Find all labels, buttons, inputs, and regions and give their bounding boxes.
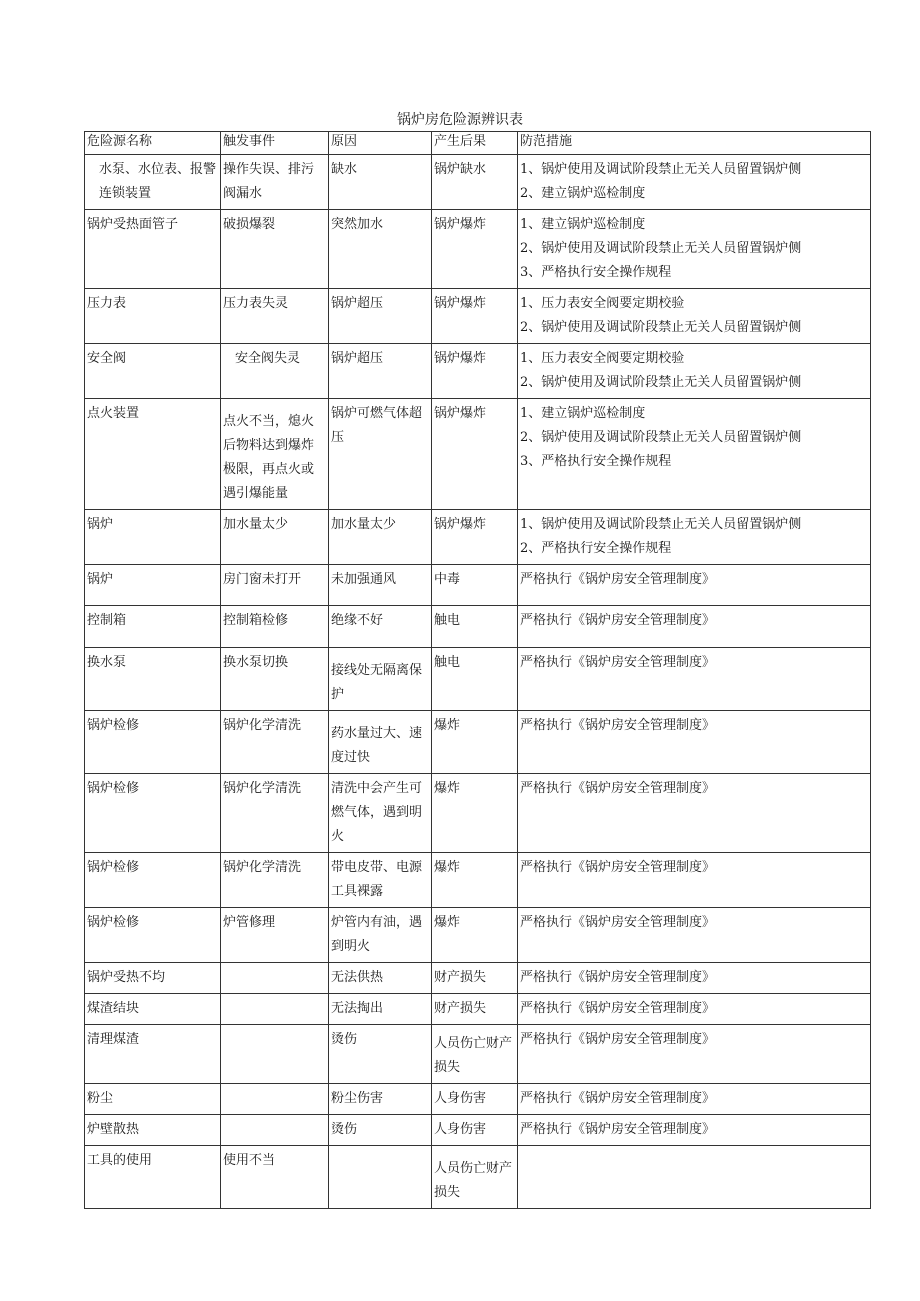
cell-trigger: 压力表失灵 bbox=[221, 289, 329, 344]
cell-name: 锅炉 bbox=[85, 565, 221, 606]
measure-item: 严格执行《锅炉房安全管理制度》 bbox=[520, 1091, 716, 1106]
table-row bbox=[85, 1115, 871, 1146]
table-row bbox=[85, 289, 871, 344]
cell-measures bbox=[518, 908, 871, 963]
cell-result: 中毒 bbox=[432, 565, 518, 606]
table-row bbox=[85, 648, 871, 711]
cell-name: 水泵、水位表、报警连锁装置 bbox=[85, 155, 221, 210]
cell-cause: 带电皮带、电源工具裸露 bbox=[329, 853, 432, 908]
cell-cause: 清洗中会产生可燃气体，遇到明火 bbox=[329, 774, 432, 853]
cell-cause: 缺水 bbox=[329, 155, 432, 210]
cell-name: 工具的使用 bbox=[85, 1146, 221, 1209]
cell-measures bbox=[518, 565, 871, 606]
cell-result: 锅炉爆炸 bbox=[432, 210, 518, 289]
table-row bbox=[85, 1025, 871, 1084]
measure-item: 3、严格执行安全操作规程 bbox=[520, 454, 672, 469]
table-row bbox=[85, 1084, 871, 1115]
cell-cause: 接线处无隔离保护 bbox=[329, 648, 432, 711]
measure-item: 1、建立锅炉巡检制度 bbox=[520, 406, 646, 421]
cell-result: 锅炉爆炸 bbox=[432, 510, 518, 565]
cell-measures bbox=[518, 1084, 871, 1115]
measure-item: 3、严格执行安全操作规程 bbox=[520, 265, 672, 280]
cell-name: 锅炉 bbox=[85, 510, 221, 565]
table-row bbox=[85, 155, 871, 210]
cell-result: 人员伤亡财产损失 bbox=[432, 1025, 518, 1084]
header-result: 产生后果 bbox=[432, 132, 518, 155]
measure-item: 1、建立锅炉巡检制度 bbox=[520, 217, 646, 232]
cell-result: 锅炉爆炸 bbox=[432, 399, 518, 510]
cell-measures bbox=[518, 510, 871, 565]
cell-result: 财产损失 bbox=[432, 963, 518, 994]
measure-item: 严格执行《锅炉房安全管理制度》 bbox=[520, 1122, 716, 1137]
cell-measures bbox=[518, 853, 871, 908]
cell-name: 锅炉检修 bbox=[85, 853, 221, 908]
measure-item: 严格执行《锅炉房安全管理制度》 bbox=[520, 781, 716, 796]
cell-result: 触电 bbox=[432, 606, 518, 648]
header-trigger: 触发事件 bbox=[221, 132, 329, 155]
table-row bbox=[85, 963, 871, 994]
cell-name: 清理煤渣 bbox=[85, 1025, 221, 1084]
cell-cause: 烫伤 bbox=[329, 1025, 432, 1084]
cell-trigger bbox=[221, 1025, 329, 1084]
cell-trigger: 使用不当 bbox=[221, 1146, 329, 1209]
table-header-row bbox=[85, 132, 871, 155]
cell-trigger: 破损爆裂 bbox=[221, 210, 329, 289]
cell-cause: 锅炉超压 bbox=[329, 344, 432, 399]
cell-cause bbox=[329, 1146, 432, 1209]
cell-name: 锅炉受热面管子 bbox=[85, 210, 221, 289]
cell-name: 换水泵 bbox=[85, 648, 221, 711]
cell-trigger: 安全阀失灵 bbox=[221, 344, 329, 399]
cell-result: 人身伤害 bbox=[432, 1084, 518, 1115]
measure-item: 严格执行《锅炉房安全管理制度》 bbox=[520, 613, 716, 628]
page-title: 锅炉房危险源辨识表 bbox=[397, 112, 523, 128]
cell-cause: 未加强通风 bbox=[329, 565, 432, 606]
table-row bbox=[85, 606, 871, 648]
header-cause: 原因 bbox=[329, 132, 432, 155]
cell-result: 锅炉爆炸 bbox=[432, 344, 518, 399]
cell-trigger: 操作失误、排污阀漏水 bbox=[221, 155, 329, 210]
cell-trigger: 换水泵切换 bbox=[221, 648, 329, 711]
cell-name: 煤渣结块 bbox=[85, 994, 221, 1025]
measure-item: 严格执行《锅炉房安全管理制度》 bbox=[520, 915, 716, 930]
cell-name: 锅炉检修 bbox=[85, 908, 221, 963]
cell-cause: 无法掏出 bbox=[329, 994, 432, 1025]
cell-name: 压力表 bbox=[85, 289, 221, 344]
cell-measures bbox=[518, 399, 871, 510]
cell-cause: 炉管内有油，遇到明火 bbox=[329, 908, 432, 963]
measure-item: 严格执行《锅炉房安全管理制度》 bbox=[520, 655, 716, 670]
cell-trigger bbox=[221, 963, 329, 994]
cell-measures bbox=[518, 289, 871, 344]
header-hazard-name: 危险源名称 bbox=[85, 132, 221, 155]
cell-cause: 加水量太少 bbox=[329, 510, 432, 565]
cell-trigger: 锅炉化学清洗 bbox=[221, 853, 329, 908]
cell-measures bbox=[518, 606, 871, 648]
measure-item: 2、锅炉使用及调试阶段禁止无关人员留置锅炉侧 bbox=[520, 430, 802, 445]
cell-cause: 突然加水 bbox=[329, 210, 432, 289]
table-row bbox=[85, 994, 871, 1025]
table-row bbox=[85, 399, 871, 510]
cell-trigger: 房门窗未打开 bbox=[221, 565, 329, 606]
cell-result: 爆炸 bbox=[432, 853, 518, 908]
cell-name: 锅炉检修 bbox=[85, 774, 221, 853]
cell-name: 控制箱 bbox=[85, 606, 221, 648]
cell-measures bbox=[518, 648, 871, 711]
cell-measures bbox=[518, 774, 871, 853]
cell-measures bbox=[518, 210, 871, 289]
cell-result: 触电 bbox=[432, 648, 518, 711]
cell-name: 锅炉检修 bbox=[85, 711, 221, 774]
measure-item: 2、严格执行安全操作规程 bbox=[520, 541, 672, 556]
measure-item: 严格执行《锅炉房安全管理制度》 bbox=[520, 572, 716, 587]
cell-cause: 绝缘不好 bbox=[329, 606, 432, 648]
cell-measures bbox=[518, 155, 871, 210]
measure-item: 2、锅炉使用及调试阶段禁止无关人员留置锅炉侧 bbox=[520, 375, 802, 390]
cell-cause: 粉尘伤害 bbox=[329, 1084, 432, 1115]
measure-item: 2、锅炉使用及调试阶段禁止无关人员留置锅炉侧 bbox=[520, 320, 802, 335]
measure-item: 1、压力表安全阀要定期校验 bbox=[520, 351, 685, 366]
cell-measures bbox=[518, 963, 871, 994]
cell-cause: 药水量过大、速度过快 bbox=[329, 711, 432, 774]
table-row bbox=[85, 565, 871, 606]
table-row bbox=[85, 774, 871, 853]
cell-cause: 锅炉超压 bbox=[329, 289, 432, 344]
cell-result: 人身伤害 bbox=[432, 1115, 518, 1146]
measure-item: 2、锅炉使用及调试阶段禁止无关人员留置锅炉侧 bbox=[520, 241, 802, 256]
cell-name: 锅炉受热不均 bbox=[85, 963, 221, 994]
cell-trigger: 点火不当，熄火后物料达到爆炸极限，再点火或遇引爆能量 bbox=[221, 399, 329, 510]
cell-result: 爆炸 bbox=[432, 908, 518, 963]
cell-measures bbox=[518, 994, 871, 1025]
table-row bbox=[85, 853, 871, 908]
cell-name: 安全阀 bbox=[85, 344, 221, 399]
cell-trigger: 炉管修理 bbox=[221, 908, 329, 963]
cell-result: 锅炉爆炸 bbox=[432, 289, 518, 344]
table-row bbox=[85, 510, 871, 565]
cell-result: 人员伤亡财产损失 bbox=[432, 1146, 518, 1209]
table-row bbox=[85, 1146, 871, 1209]
measure-item: 2、建立锅炉巡检制度 bbox=[520, 186, 646, 201]
cell-trigger bbox=[221, 994, 329, 1025]
measure-item: 严格执行《锅炉房安全管理制度》 bbox=[520, 1001, 716, 1016]
measure-item: 严格执行《锅炉房安全管理制度》 bbox=[520, 860, 716, 875]
cell-trigger bbox=[221, 1084, 329, 1115]
measure-item: 1、锅炉使用及调试阶段禁止无关人员留置锅炉侧 bbox=[520, 162, 802, 177]
cell-measures bbox=[518, 1146, 871, 1209]
cell-measures bbox=[518, 711, 871, 774]
cell-result: 爆炸 bbox=[432, 711, 518, 774]
measure-item: 1、压力表安全阀要定期校验 bbox=[520, 296, 685, 311]
hazard-table bbox=[84, 131, 871, 1209]
cell-name: 点火装置 bbox=[85, 399, 221, 510]
cell-result: 爆炸 bbox=[432, 774, 518, 853]
cell-result: 锅炉缺水 bbox=[432, 155, 518, 210]
table-row bbox=[85, 908, 871, 963]
cell-trigger: 锅炉化学清洗 bbox=[221, 711, 329, 774]
cell-trigger bbox=[221, 1115, 329, 1146]
table-body bbox=[85, 155, 871, 1209]
cell-trigger: 加水量太少 bbox=[221, 510, 329, 565]
cell-name: 粉尘 bbox=[85, 1084, 221, 1115]
cell-trigger: 锅炉化学清洗 bbox=[221, 774, 329, 853]
table-row bbox=[85, 210, 871, 289]
cell-measures bbox=[518, 1115, 871, 1146]
cell-name: 炉壁散热 bbox=[85, 1115, 221, 1146]
table-row bbox=[85, 344, 871, 399]
cell-cause: 锅炉可燃气体超压 bbox=[329, 399, 432, 510]
cell-result: 财产损失 bbox=[432, 994, 518, 1025]
measure-item: 严格执行《锅炉房安全管理制度》 bbox=[520, 718, 716, 733]
measure-item: 严格执行《锅炉房安全管理制度》 bbox=[520, 1032, 716, 1047]
table-row bbox=[85, 711, 871, 774]
cell-trigger: 控制箱检修 bbox=[221, 606, 329, 648]
cell-measures bbox=[518, 344, 871, 399]
cell-cause: 烫伤 bbox=[329, 1115, 432, 1146]
header-measures: 防范措施 bbox=[518, 132, 871, 155]
measure-item: 严格执行《锅炉房安全管理制度》 bbox=[520, 970, 716, 985]
cell-cause: 无法供热 bbox=[329, 963, 432, 994]
measure-item: 1、锅炉使用及调试阶段禁止无关人员留置锅炉侧 bbox=[520, 517, 802, 532]
cell-measures bbox=[518, 1025, 871, 1084]
